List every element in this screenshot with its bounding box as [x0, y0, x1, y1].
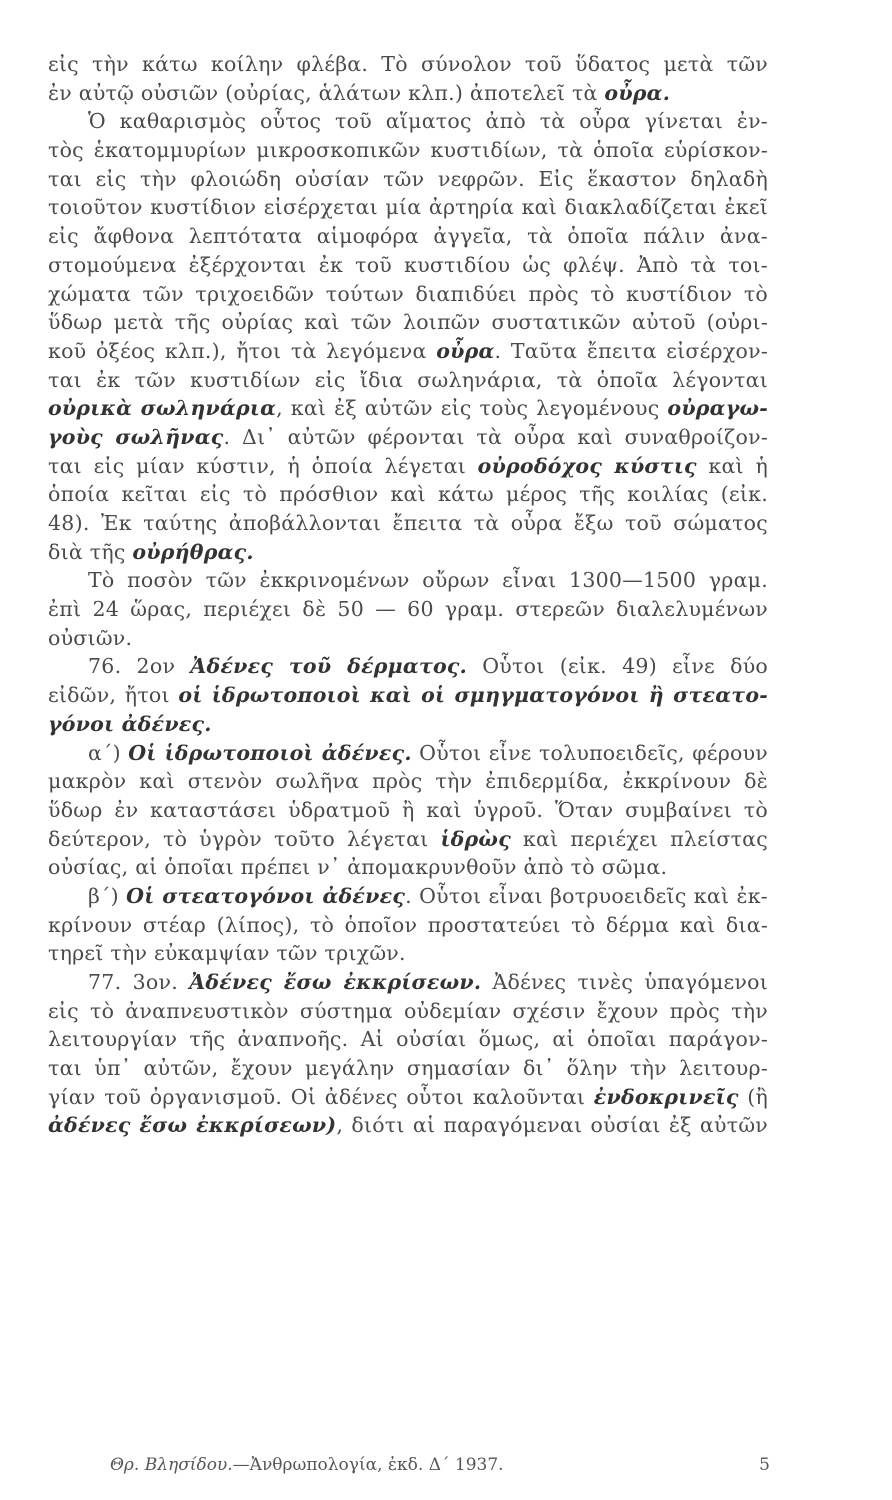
text-run: Ὁ καθαρισμὸς οὗτος τοῦ αἵματος ἀπὸ τὰ οὖρα γίνεται ἐν-	[88, 109, 768, 134]
text-run: καὶ ἡ	[696, 453, 768, 478]
text-line	[48, 165, 768, 194]
text-run: λειτουργίαν τῆς ἀναπνοῆς. Αἱ οὐσίαι ὅμως, αἱ ὁποῖαι παράγον-	[48, 1027, 768, 1052]
text-run: ἐπὶ 24 ὥρας, περιέχει δὲ 50 — 60 γραμ. στερεῶν διαλελυμένων	[48, 597, 768, 622]
text-run: . Δι᾽ αὐτῶν φέρονται τὰ οὖρα καὶ συναθροίζον-	[223, 424, 768, 449]
text-line	[48, 251, 768, 280]
text-line	[48, 853, 768, 882]
text-run: δεύτερον, τὸ ὑγρὸν τοῦτο λέγεται	[48, 826, 441, 851]
text-line	[48, 624, 768, 653]
text-run: 48). Ἐκ ταύτης ἀποβάλλονται ἔπειτα τὰ οὖρα ἔξω τοῦ σώματος	[48, 511, 768, 535]
text-run: Οὗτοι (εἰκ. 49) εἶνε δύο	[467, 654, 769, 679]
text-run: εἰς τὴν κάτω κοίλην φλέβα. Τὸ σύνολον τοῦ ὕδατος μετὰ τῶν	[48, 52, 768, 76]
text-line	[48, 767, 768, 796]
section-heading: Οἱ στεατογόνοι ἀδένες	[126, 883, 406, 908]
page-footer	[110, 1453, 770, 1477]
text-run: . Ταῦτα ἔπειτα εἰσέρχον-	[494, 338, 768, 363]
text-run: Τὸ ποσὸν τῶν ἐκκρινομένων οὔρων εἶναι 1300—1500 γραμ.	[88, 568, 768, 593]
bold-term: ἀδένες ἔσω ἐκκρίσεων)	[48, 1113, 337, 1138]
text-run: ται ὑπ᾽ αὐτῶν, ἔχουν μεγάλην σημασίαν δι᾽ ὅλην τὴν λειτουρ-	[48, 1056, 768, 1081]
text-run: 77. 3ον.	[88, 970, 190, 994]
text-line	[48, 509, 768, 538]
text-line	[48, 452, 768, 481]
text-run: ὁποία κεῖται εἰς τὸ πρόσθιον καὶ κάτω μέρος τῆς κοιλίας (εἰκ.	[48, 482, 768, 507]
bold-term: οὖρα	[436, 338, 495, 363]
text-line	[48, 136, 768, 165]
text-run: χώματα τῶν τριχοειδῶν τούτων διαπιδύει πρὸς τὸ κυστίδιον τὸ	[48, 281, 768, 306]
text-line	[48, 595, 768, 624]
text-run: διὰ τῆς	[48, 539, 133, 564]
bold-term: οὐρήθρας.	[132, 539, 254, 564]
text-run: εἰς ἄφθονα λεπτότατα αἱμοφόρα ἀγγεῖα, τὰ ὁποῖα πάλιν ἀνα-	[48, 224, 768, 249]
text-run: 76. 2ον	[88, 654, 191, 679]
text-line	[48, 337, 768, 366]
text-line	[48, 882, 768, 911]
bold-term: γοὺς σωλῆνας	[48, 424, 224, 449]
text-line	[48, 394, 768, 423]
bold-term: ἐνδοκρινεῖς	[593, 1084, 739, 1109]
text-run: τοιοῦτον κυστίδιον εἰσέρχεται μία ἀρτηρία καὶ διακλαδίζεται ἐκεῖ	[48, 195, 768, 220]
text-line	[48, 308, 768, 337]
text-run: τηρεῖ τὴν εὐκαμψίαν τῶν τριχῶν.	[48, 941, 406, 966]
text-run: οὐσιῶν.	[48, 625, 133, 650]
text-line	[48, 423, 768, 452]
text-run: , καὶ ἐξ αὐτῶν εἰς τοὺς λεγομένους	[276, 396, 668, 421]
text-line	[48, 50, 768, 79]
text-run: κοῦ ὀξέος κλπ.), ἤτοι τὰ λεγόμενα	[48, 338, 437, 363]
text-run: ται ἐκ τῶν κυστιδίων εἰς ἴδια σωληνάρια, τὰ ὁποῖα λέγονται	[48, 367, 768, 392]
text-line	[48, 566, 768, 595]
text-line	[48, 366, 768, 395]
text-line	[48, 997, 768, 1026]
text-line	[48, 480, 768, 509]
text-line	[48, 939, 768, 968]
text-run: τὸς ἑκατομμυρίων μικροσκοπικῶν κυστιδίων, τὰ ὁποῖα εὑρίσκον-	[48, 138, 768, 163]
text-run: ται εἰς μίαν κύστιν, ἡ ὁποία λέγεται	[48, 453, 478, 478]
text-line	[48, 1025, 768, 1054]
section-heading: Ἀδένες τοῦ δέρματος.	[190, 654, 468, 679]
footer-book-title: —Ἀνθρωπολογία, ἐκδ. Δ΄ 1937.	[232, 1455, 504, 1475]
text-line	[48, 739, 768, 768]
text-line	[48, 825, 768, 854]
bold-term: ἱδρὼς	[440, 826, 511, 851]
text-run: ἐν αὐτῷ οὐσιῶν (οὐρίας, ἁλάτων κλπ.) ἀποτελεῖ τὰ	[48, 80, 605, 105]
text-run: κρίνουν στέαρ (λίπος), τὸ ὁποῖον προστατεύει τὸ δέρμα καὶ δια-	[48, 912, 768, 937]
text-run: καὶ περιέχει πλείστας	[510, 826, 768, 851]
text-line	[48, 79, 768, 108]
text-line	[48, 652, 768, 681]
bold-term: οὐροδόχος κύστις	[477, 453, 697, 478]
text-run: εἰς τὸ ἀναπνευστικὸν σύστημα οὐδεμίαν σχέσιν ἔχουν πρὸς τὴν	[48, 998, 768, 1023]
text-line	[48, 193, 768, 222]
bold-term: οὐραγω-	[667, 396, 769, 421]
text-line	[48, 1054, 768, 1083]
text-run: ται εἰς τὴν φλοιώδη οὐσίαν τῶν νεφρῶν. Εἰς ἕκαστον δηλαδὴ	[48, 166, 768, 191]
section-heading: Ἀδένες ἔσω ἐκκρίσεων.	[189, 970, 482, 994]
bold-term: γόνοι ἀδένες.	[48, 711, 212, 736]
text-line	[48, 222, 768, 251]
text-run: ὕδωρ ἐν καταστάσει ὑδρατμοῦ ἢ καὶ ὑγροῦ. Ὅταν συμβαίνει τὸ	[48, 797, 768, 822]
text-run: β΄)	[88, 883, 127, 908]
text-run: μακρὸν καὶ στενὸν σωλῆνα πρὸς τὴν ἐπιδερμίδα, ἐκκρίνουν δὲ	[48, 769, 768, 794]
text-run: (ἢ	[738, 1084, 769, 1109]
text-run: εἰδῶν, ἤτοι	[48, 683, 179, 708]
text-run: Οὗτοι εἶνε τολυποειδεῖς, φέρουν	[411, 740, 769, 765]
text-run: Ἀδένες τινὲς ὑπαγόμενοι	[481, 970, 769, 994]
section-heading: Οἱ ἱδρωτοποιοὶ ἀδένες.	[128, 740, 412, 765]
text-line	[48, 681, 768, 710]
text-line	[48, 107, 768, 136]
text-run: α΄)	[88, 740, 129, 765]
text-run: . Οὗτοι εἶναι βοτρυοειδεῖς καὶ ἐκ-	[405, 883, 768, 908]
page-body	[48, 50, 768, 1140]
bold-term: οὖρα.	[604, 80, 671, 105]
text-line	[48, 968, 768, 997]
text-line	[48, 538, 768, 567]
footer-author: Θρ. Βλησίδου.	[110, 1455, 233, 1475]
bold-term: οὐρικὰ σωληνάρια	[48, 396, 277, 421]
text-run: στομούμενα ἐξέρχονται ἐκ τοῦ κυστιδίου ὡς φλέψ. Ἀπὸ τὰ τοι-	[48, 252, 768, 277]
text-line	[48, 1083, 768, 1112]
text-run: γίαν τοῦ ὀργανισμοῦ. Οἱ ἀδένες οὗτοι καλοῦνται	[48, 1084, 594, 1109]
text-line	[48, 1111, 768, 1140]
text-line	[48, 710, 768, 739]
text-line	[48, 911, 768, 940]
text-line	[48, 280, 768, 309]
text-run: οὐσίας, αἱ ὁποῖαι πρέπει ν᾽ ἀπομακρυνθοῦν ἀπὸ τὸ σῶμα.	[48, 855, 668, 880]
text-run: , διότι αἱ παραγόμεναι οὐσίαι ἐξ αὐτῶν	[336, 1113, 768, 1138]
bold-term: οἱ ἱδρωτοποιοὶ καὶ οἱ σμηγματογόνοι ἢ στεατο-	[178, 683, 768, 708]
text-line	[48, 796, 768, 825]
page-number: 5	[759, 1455, 770, 1475]
text-run: ὕδωρ μετὰ τῆς οὐρίας καὶ τῶν λοιπῶν συστατικῶν αὐτοῦ (οὐρι-	[48, 310, 768, 335]
